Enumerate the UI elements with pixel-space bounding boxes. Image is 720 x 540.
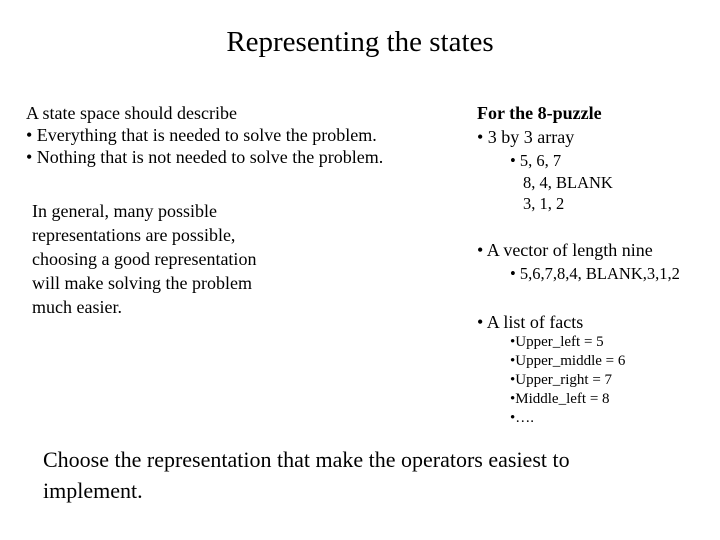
vector-value: • 5,6,7,8,4, BLANK,3,1,2 (510, 264, 680, 283)
bullet-not-needed: • Nothing that is not needed to solve the problem. (26, 147, 384, 167)
fact-item: •…. (510, 410, 535, 426)
slide-title: Representing the states (226, 26, 494, 58)
vector-bullet: • A vector of length nine (477, 240, 653, 260)
general-note (32, 199, 256, 319)
general-line: choosing a good representation (32, 249, 257, 269)
facts-bullet: • A list of facts (477, 312, 584, 332)
array-bullet: • 3 by 3 array (477, 127, 575, 147)
fact-item: •Upper_right = 7 (510, 372, 613, 388)
intro-text: A state space should describe (26, 103, 237, 123)
conclusion-line: Choose the representation that make the operators easiest to (43, 447, 570, 472)
array-row: 8, 4, BLANK (523, 173, 613, 192)
puzzle-heading: For the 8-puzzle (477, 103, 602, 123)
fact-item: •Upper_middle = 6 (510, 353, 626, 369)
array-row: • 5, 6, 7 (510, 151, 562, 170)
bullet-needed: • Everything that is needed to solve the problem. (26, 125, 377, 145)
fact-item: •Upper_left = 5 (510, 334, 604, 350)
general-line: representations are possible, (32, 225, 236, 245)
general-line: much easier. (32, 297, 122, 317)
general-line: will make solving the problem (32, 273, 252, 293)
conclusion-text (43, 444, 570, 506)
conclusion-line: implement. (43, 478, 143, 503)
fact-item: •Middle_left = 8 (510, 391, 610, 407)
state-space-description (26, 102, 383, 168)
array-row: 3, 1, 2 (523, 194, 565, 213)
general-line: In general, many possible (32, 201, 217, 221)
